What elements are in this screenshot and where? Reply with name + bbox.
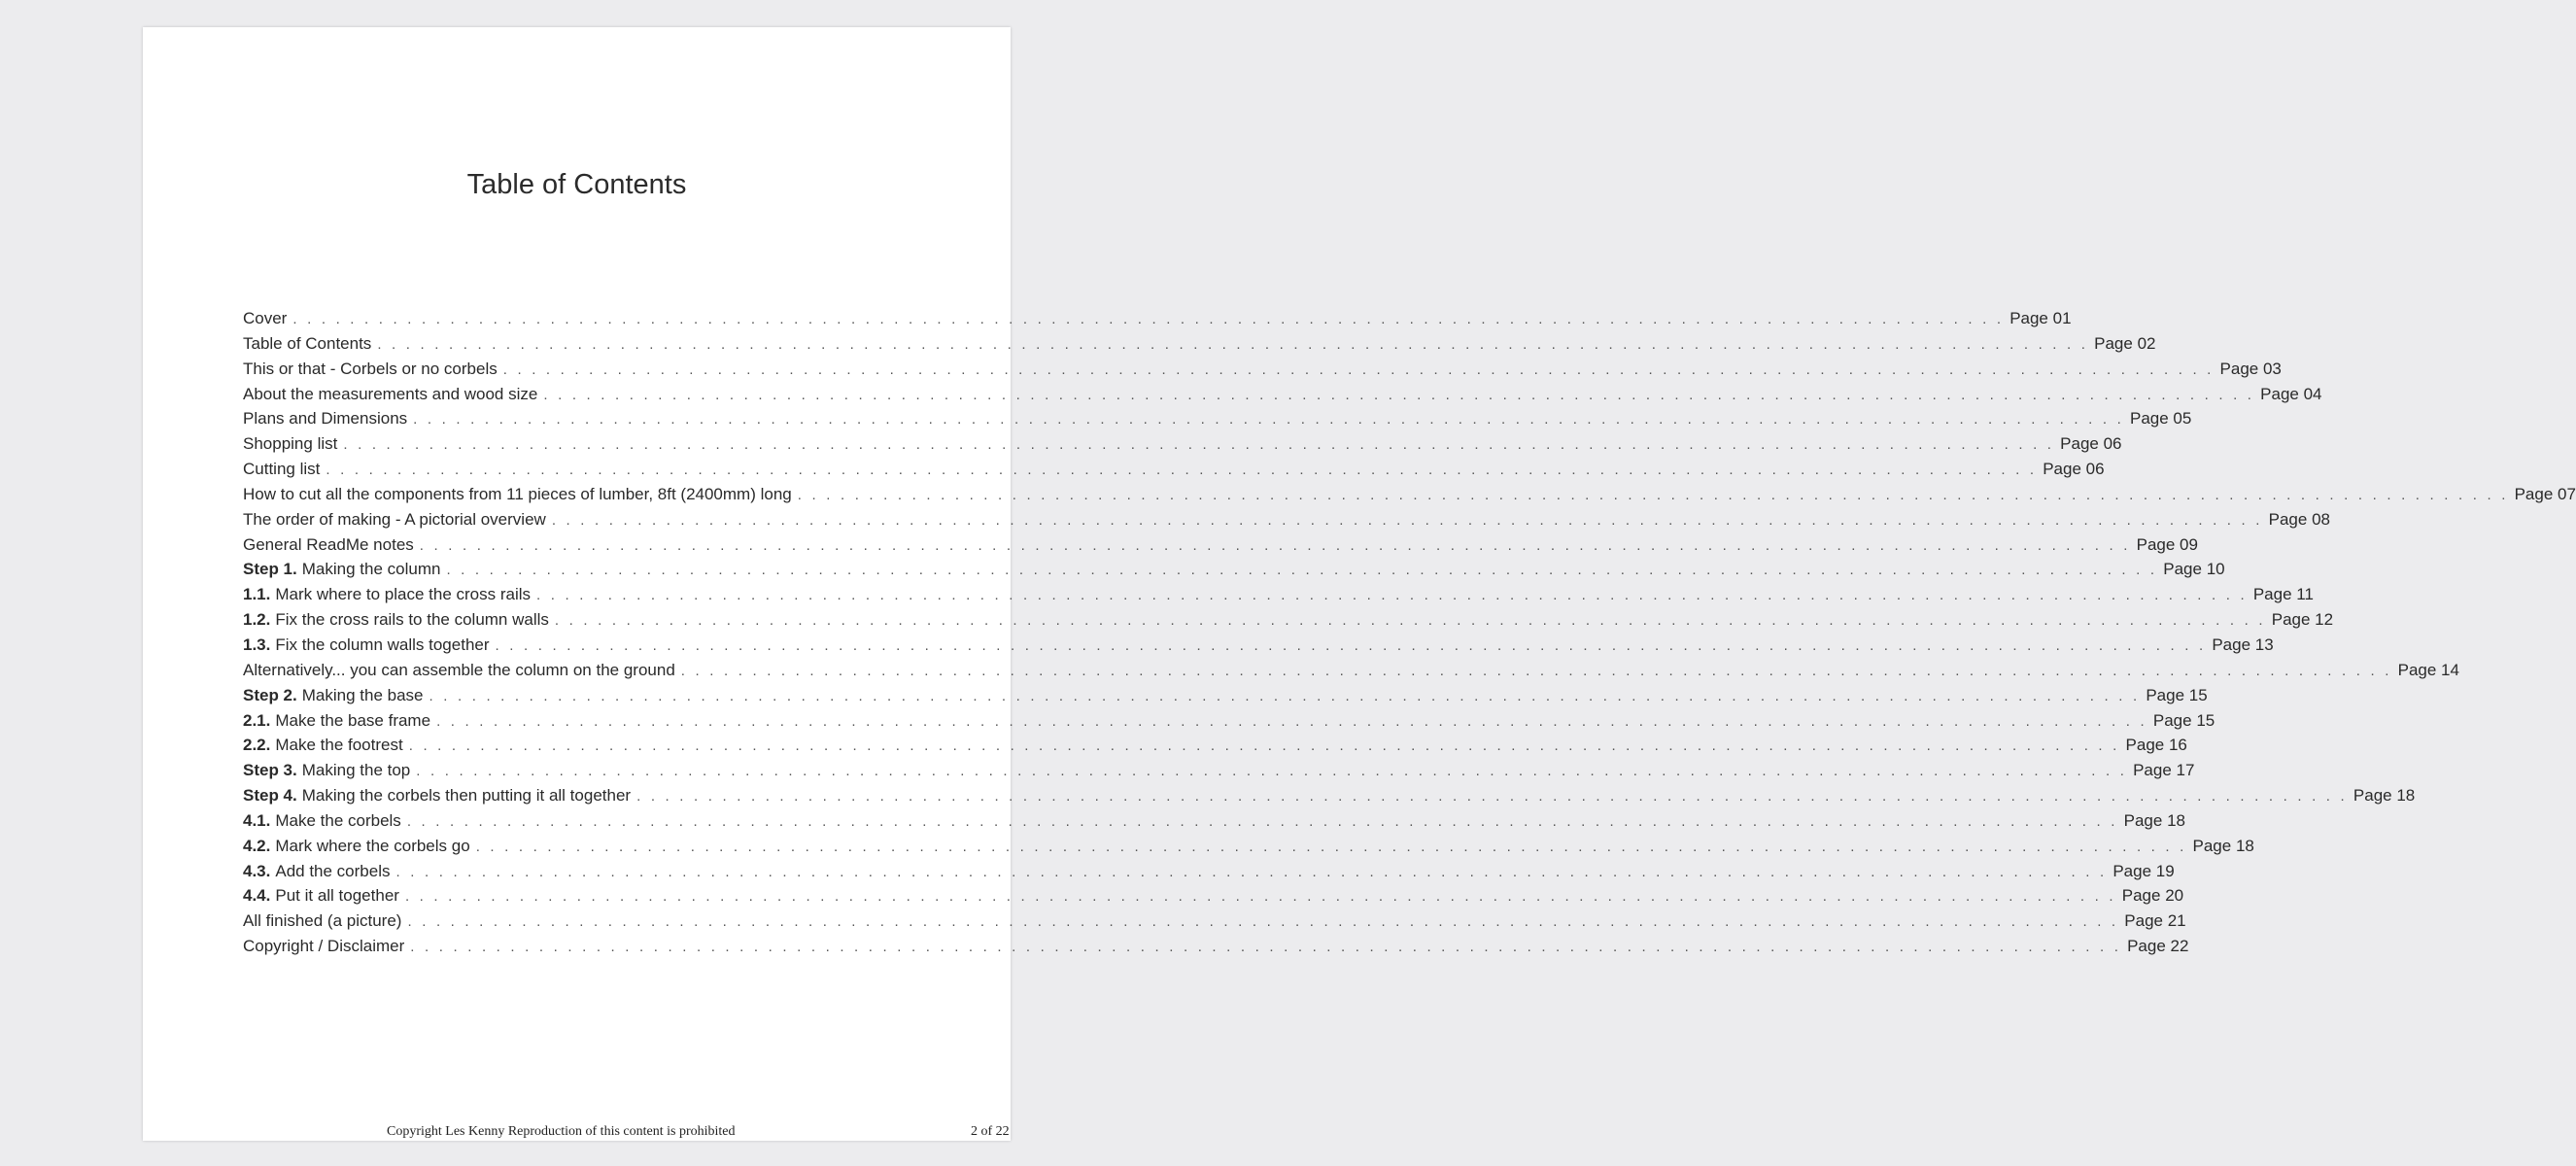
- toc-entry-label: [243, 862, 391, 881]
- toc-dot-leader: . . . . . . . . . . . . . . . . . . . . . . . . . . . . . . . . . . . . . . . . . . . . . . . . . . . . . . . . . . . . . . . . . . . . . . . . . . . . . . . . . . . . . . . . . . . . . . . . . . . . . . . . . . . . . . . . . . . . . . . .: [636, 788, 2348, 806]
- toc-entry: [243, 610, 2334, 635]
- toc-entry-label: [243, 811, 401, 831]
- toc-entry: [243, 937, 2189, 962]
- toc-dot-leader: . . . . . . . . . . . . . . . . . . . . . . . . . . . . . . . . . . . . . . . . . . . . . . . . . . . . . . . . . . . . . . . . . . . . . . . . . . . . . . . . . . . . . . . . . . . . . . . . . . . . . . . . . . . . . . . . . . . . . . . .: [292, 311, 2005, 327]
- toc-entry: [243, 434, 2122, 460]
- toc-entry-page: Page 04: [2260, 384, 2322, 403]
- toc-entry-text: About the measurements and wood size: [243, 384, 538, 403]
- toc-entry-number: 4.3.: [243, 861, 271, 880]
- toc-entry-text: Plans and Dimensions: [243, 409, 408, 429]
- toc-entry-label: [243, 886, 399, 906]
- toc-dot-leader: . . . . . . . . . . . . . . . . . . . . . . . . . . . . . . . . . . . . . . . . . . . . . . . . . . . . . . . . . . . . . . . . . . . . . . . . . . . . . . . . . . . . . . . . . . . . . . . . . . . . . . . . . . . . . . . . . . . . . . . .: [446, 562, 2158, 579]
- toc-dot-leader: . . . . . . . . . . . . . . . . . . . . . . . . . . . . . . . . . . . . . . . . . . . . . . . . . . . . . . . . . . . . . . . . . . . . . . . . . . . . . . . . . . . . . . . . . . . . . . . . . . . . . . . . . . . . . . . . . . . . . . . .: [543, 386, 2255, 403]
- toc-entry: [243, 861, 2175, 887]
- toc-entry-label: [243, 460, 320, 479]
- toc-dot-leader: . . . . . . . . . . . . . . . . . . . . . . . . . . . . . . . . . . . . . . . . . . . . . . . . . . . . . . . . . . . . . . . . . . . . . . . . . . . . . . . . . . . . . . . . . . . . . . . . . . . . . . . . . . . . . . . . . . . . . . . .: [406, 812, 2118, 830]
- toc-entry-label: [243, 610, 549, 630]
- toc-entry: [243, 534, 2198, 561]
- toc-entry-text: Cutting list: [243, 460, 321, 479]
- toc-entry-text: General ReadMe notes: [243, 534, 414, 554]
- toc-entry: [243, 710, 2215, 737]
- toc-entry: [243, 585, 2314, 610]
- toc-entry-page: Page 14: [2397, 660, 2459, 679]
- toc-entry: [243, 810, 2185, 837]
- toc-entry-page: Page 06: [2043, 460, 2105, 479]
- toc-entry-text: Fix the column walls together: [275, 634, 490, 654]
- toc-entry-page: Page 15: [2146, 685, 2208, 704]
- toc-entry: [243, 634, 2274, 661]
- toc-entry-page: Page 02: [2094, 333, 2156, 353]
- toc-dot-leader: . . . . . . . . . . . . . . . . . . . . . . . . . . . . . . . . . . . . . . . . . . . . . . . . . . . . . . . . . . . . . . . . . . . . . . . . . . . . . . . . . . . . . . . . . . . . . . . . . . . . . . . . . . . . . . . . . . . . . . . .: [377, 335, 2089, 353]
- page-title: Table of Contents: [466, 169, 687, 200]
- toc-entry-number: 1.2.: [243, 610, 271, 630]
- toc-entry-page: Page 09: [2136, 534, 2198, 554]
- toc-entry-number: 1.3.: [243, 634, 271, 654]
- toc-dot-leader: . . . . . . . . . . . . . . . . . . . . . . . . . . . . . . . . . . . . . . . . . . . . . . . . . . . . . . . . . . . . . . . . . . . . . . . . . . . . . . . . . . . . . . . . . . . . . . . . . . . . . . . . . . . . . . . . . . . . . . . .: [429, 687, 2141, 704]
- toc-entry: [243, 333, 2156, 360]
- toc-entry: [243, 736, 2187, 761]
- toc-dot-leader: . . . . . . . . . . . . . . . . . . . . . . . . . . . . . . . . . . . . . . . . . . . . . . . . . . . . . . . . . . . . . . . . . . . . . . . . . . . . . . . . . . . . . . . . . . . . . . . . . . . . . . . . . . . . . . . . . . . . . . . .: [475, 838, 2187, 855]
- toc-entry-number: 1.1.: [243, 585, 271, 604]
- toc-entry-label: [243, 585, 531, 604]
- toc-entry: [243, 786, 2416, 811]
- toc-entry-page: Page 18: [2353, 786, 2416, 806]
- toc-entry-page: Page 15: [2152, 710, 2215, 730]
- toc-entry-text: How to cut all the components from 11 pieces of lumber, 8ft (2400mm) long: [243, 484, 792, 503]
- toc-entry-text: The order of making - A pictorial overview: [243, 509, 546, 529]
- toc-entry-page: Page 17: [2133, 761, 2195, 780]
- toc-entry-text: Making the column: [301, 560, 441, 579]
- toc-entry-label: [243, 686, 424, 705]
- toc-entry-page: Page 07: [2514, 484, 2576, 503]
- toc-entry-label: [243, 661, 675, 680]
- toc-entry: [243, 309, 2072, 334]
- toc-entry-text: Fix the cross rails to the column walls: [275, 610, 549, 630]
- toc-entry-label: [243, 560, 440, 579]
- toc-entry-page: Page 16: [2125, 736, 2187, 755]
- toc-entry-label: [243, 761, 410, 780]
- toc-dot-leader: . . . . . . . . . . . . . . . . . . . . . . . . . . . . . . . . . . . . . . . . . . . . . . . . . . . . . . . . . . . . . . . . . . . . . . . . . . . . . . . . . . . . . . . . . . . . . . . . . . . . . . . . . . . . . . . . . . . . . . . .: [551, 511, 2263, 529]
- toc-dot-leader: . . . . . . . . . . . . . . . . . . . . . . . . . . . . . . . . . . . . . . . . . . . . . . . . . . . . . . . . . . . . . . . . . . . . . . . . . . . . . . . . . . . . . . . . . . . . . . . . . . . . . . . . . . . . . . . . . . . . . . . .: [536, 587, 2248, 604]
- toc-entry-text: Shopping list: [243, 434, 338, 454]
- toc-entry-label: [243, 309, 287, 328]
- toc-entry: [243, 836, 2254, 862]
- toc-entry-number: 2.1.: [243, 710, 271, 730]
- toc-entry-text: Mark where to place the cross rails: [275, 585, 532, 604]
- toc-dot-leader: . . . . . . . . . . . . . . . . . . . . . . . . . . . . . . . . . . . . . . . . . . . . . . . . . . . . . . . . . . . . . . . . . . . . . . . . . . . . . . . . . . . . . . . . . . . . . . . . . . . . . . . . . . . . . . . . . . . . . . . .: [419, 536, 2131, 554]
- toc-entry-text: Cover: [243, 309, 288, 327]
- toc-dot-leader: . . . . . . . . . . . . . . . . . . . . . . . . . . . . . . . . . . . . . . . . . . . . . . . . . . . . . . . . . . . . . . . . . . . . . . . . . . . . . . . . . . . . . . . . . . . . . . . . . . . . . . . . . . . . . . . . . . . . . . . .: [410, 939, 2122, 956]
- toc-entry-label: [243, 510, 546, 530]
- toc-entry-page: Page 22: [2127, 937, 2189, 956]
- toc-entry-page: Page 11: [2252, 585, 2314, 604]
- toc-entry: [243, 409, 2192, 434]
- toc-dot-leader: . . . . . . . . . . . . . . . . . . . . . . . . . . . . . . . . . . . . . . . . . . . . . . . . . . . . . . . . . . . . . . . . . . . . . . . . . . . . . . . . . . . . . . . . . . . . . . . . . . . . . . . . . . . . . . . . . . . . . . . .: [413, 411, 2124, 429]
- toc-entry-number: 4.1.: [243, 810, 271, 830]
- toc-entry-number: Step 3.: [243, 761, 297, 780]
- toc-entry-text: Add the corbels: [275, 861, 391, 880]
- toc-entry-label: [243, 434, 337, 454]
- toc-entry-page: Page 20: [2121, 886, 2184, 906]
- toc-dot-leader: . . . . . . . . . . . . . . . . . . . . . . . . . . . . . . . . . . . . . . . . . . . . . . . . . . . . . . . . . . . . . . . . . . . . . . . . . . . . . . . . . . . . . . . . . . . . . . . . . . . . . . . . . . . . . . . . . . . . . . . .: [554, 612, 2266, 630]
- toc-entry: [243, 509, 2330, 535]
- toc-dot-leader: . . . . . . . . . . . . . . . . . . . . . . . . . . . . . . . . . . . . . . . . . . . . . . . . . . . . . . . . . . . . . . . . . . . . . . . . . . . . . . . . . . . . . . . . . . . . . . . . . . . . . . . . . . . . . . . . . . . . . . . .: [408, 737, 2120, 755]
- toc-entry-text: Put it all together: [275, 886, 399, 906]
- toc-entry: [243, 660, 2459, 686]
- toc-entry-text: This or that - Corbels or no corbels: [243, 359, 498, 378]
- toc-entry-text: All finished (a picture): [243, 911, 402, 931]
- toc-entry-number: 4.4.: [243, 886, 271, 906]
- toc-entry: [243, 484, 2576, 510]
- toc-dot-leader: . . . . . . . . . . . . . . . . . . . . . . . . . . . . . . . . . . . . . . . . . . . . . . . . . . . . . . . . . . . . . . . . . . . . . . . . . . . . . . . . . . . . . . . . . . . . . . . . . . . . . . . . . . . . . . . . . . . . . . . .: [343, 436, 2055, 454]
- toc-entry-label: [243, 837, 470, 856]
- toc-entry-page: Page 18: [2192, 836, 2254, 855]
- toc-entry-label: [243, 786, 631, 806]
- toc-entry-number: Step 4.: [243, 786, 297, 806]
- toc-entry-number: 2.2.: [243, 736, 271, 755]
- document-page: [143, 27, 2576, 1141]
- toc-entry-page: Page 12: [2271, 610, 2334, 630]
- toc-entry-label: [243, 736, 403, 755]
- toc-entry-text: Table of Contents: [243, 333, 372, 353]
- toc-entry-text: Copyright / Disclaimer: [243, 937, 405, 956]
- toc-dot-leader: . . . . . . . . . . . . . . . . . . . . . . . . . . . . . . . . . . . . . . . . . . . . . . . . . . . . . . . . . . . . . . . . . . . . . . . . . . . . . . . . . . . . . . . . . . . . . . . . . . . . . . . . . . . . . . . . . . . . . . . .: [326, 462, 2038, 479]
- toc-dot-leader: . . . . . . . . . . . . . . . . . . . . . . . . . . . . . . . . . . . . . . . . . . . . . . . . . . . . . . . . . . . . . . . . . . . . . . . . . . . . . . . . . . . . . . . . . . . . . . . . . . . . . . . . . . . . . . . . . . . . . . . .: [404, 888, 2116, 906]
- toc-dot-leader: . . . . . . . . . . . . . . . . . . . . . . . . . . . . . . . . . . . . . . . . . . . . . . . . . . . . . . . . . . . . . . . . . . . . . . . . . . . . . . . . . . . . . . . . . . . . . . . . . . . . . . . . . . . . . . . . . . . . . . . .: [502, 360, 2215, 378]
- toc-entry-page: Page 19: [2112, 861, 2175, 880]
- toc-entry: [243, 359, 2282, 385]
- page-indicator: 2 of 22: [971, 1124, 1010, 1139]
- toc-dot-leader: . . . . . . . . . . . . . . . . . . . . . . . . . . . . . . . . . . . . . . . . . . . . . . . . . . . . . . . . . . . . . . . . . . . . . . . . . . . . . . . . . . . . . . . . . . . . . . . . . . . . . . . . . . . . . . . . . . . . . . . .: [436, 712, 2147, 730]
- toc-entry-page: Page 18: [2123, 810, 2185, 830]
- toc-entry-text: Making the corbels then putting it all together: [301, 786, 632, 806]
- table-of-contents: [243, 309, 2576, 962]
- toc-entry-text: Making the top: [301, 761, 411, 780]
- toc-entry: [243, 384, 2322, 410]
- toc-entry-number: 4.2.: [243, 836, 271, 855]
- toc-entry-page: Page 10: [2163, 560, 2225, 579]
- toc-entry: [243, 911, 2186, 937]
- toc-entry-page: Page 05: [2129, 409, 2192, 429]
- toc-dot-leader: . . . . . . . . . . . . . . . . . . . . . . . . . . . . . . . . . . . . . . . . . . . . . . . . . . . . . . . . . . . . . . . . . . . . . . . . . . . . . . . . . . . . . . . . . . . . . . . . . . . . . . . . . . . . . . . . . . . . . . . .: [407, 913, 2119, 931]
- toc-entry: [243, 761, 2195, 786]
- toc-dot-leader: . . . . . . . . . . . . . . . . . . . . . . . . . . . . . . . . . . . . . . . . . . . . . . . . . . . . . . . . . . . . . . . . . . . . . . . . . . . . . . . . . . . . . . . . . . . . . . . . . . . . . . . . . . . . . . . . . . . . . . . .: [797, 486, 2509, 503]
- toc-dot-leader: . . . . . . . . . . . . . . . . . . . . . . . . . . . . . . . . . . . . . . . . . . . . . . . . . . . . . . . . . . . . . . . . . . . . . . . . . . . . . . . . . . . . . . . . . . . . . . . . . . . . . . . . . . . . . . . . . . . . . . . .: [680, 662, 2392, 679]
- toc-entry-label: [243, 937, 404, 956]
- toc-entry: [243, 886, 2184, 911]
- toc-entry-label: [243, 535, 414, 555]
- toc-entry-label: [243, 334, 371, 354]
- toc-entry: [243, 460, 2105, 485]
- toc-entry-label: [243, 911, 401, 931]
- toc-entry-page: Page 08: [2268, 509, 2330, 529]
- toc-entry: [243, 560, 2225, 585]
- toc-entry-text: Mark where the corbels go: [275, 836, 470, 855]
- toc-entry-page: Page 01: [2009, 309, 2072, 327]
- toc-entry-text: Make the corbels: [275, 810, 401, 830]
- footer-copyright: Copyright Les Kenny Reproduction of this content is prohibited: [387, 1124, 736, 1139]
- toc-dot-leader: . . . . . . . . . . . . . . . . . . . . . . . . . . . . . . . . . . . . . . . . . . . . . . . . . . . . . . . . . . . . . . . . . . . . . . . . . . . . . . . . . . . . . . . . . . . . . . . . . . . . . . . . . . . . . . . . . . . . . . . .: [395, 863, 2108, 880]
- toc-entry: [243, 685, 2208, 711]
- toc-entry-page: Page 21: [2124, 911, 2186, 931]
- toc-entry-text: Making the base: [301, 685, 424, 704]
- toc-dot-leader: . . . . . . . . . . . . . . . . . . . . . . . . . . . . . . . . . . . . . . . . . . . . . . . . . . . . . . . . . . . . . . . . . . . . . . . . . . . . . . . . . . . . . . . . . . . . . . . . . . . . . . . . . . . . . . . . . . . . . . . .: [495, 636, 2207, 654]
- toc-entry-label: [243, 485, 792, 504]
- toc-entry-text: Make the base frame: [275, 710, 431, 730]
- toc-entry-page: Page 13: [2212, 634, 2274, 654]
- toc-entry-label: [243, 635, 490, 655]
- toc-dot-leader: . . . . . . . . . . . . . . . . . . . . . . . . . . . . . . . . . . . . . . . . . . . . . . . . . . . . . . . . . . . . . . . . . . . . . . . . . . . . . . . . . . . . . . . . . . . . . . . . . . . . . . . . . . . . . . . . . . . . . . . .: [416, 763, 2128, 780]
- toc-entry-label: [243, 385, 537, 404]
- toc-entry-text: Make the footrest: [275, 736, 403, 755]
- toc-entry-number: Step 2.: [243, 685, 297, 704]
- toc-entry-page: Page 06: [2060, 434, 2122, 454]
- toc-entry-number: Step 1.: [243, 560, 297, 579]
- toc-entry-label: [243, 409, 407, 429]
- toc-entry-label: [243, 360, 498, 379]
- toc-entry-label: [243, 711, 430, 731]
- toc-entry-page: Page 03: [2219, 359, 2282, 378]
- toc-entry-text: Alternatively... you can assemble the column on the ground: [243, 660, 675, 679]
